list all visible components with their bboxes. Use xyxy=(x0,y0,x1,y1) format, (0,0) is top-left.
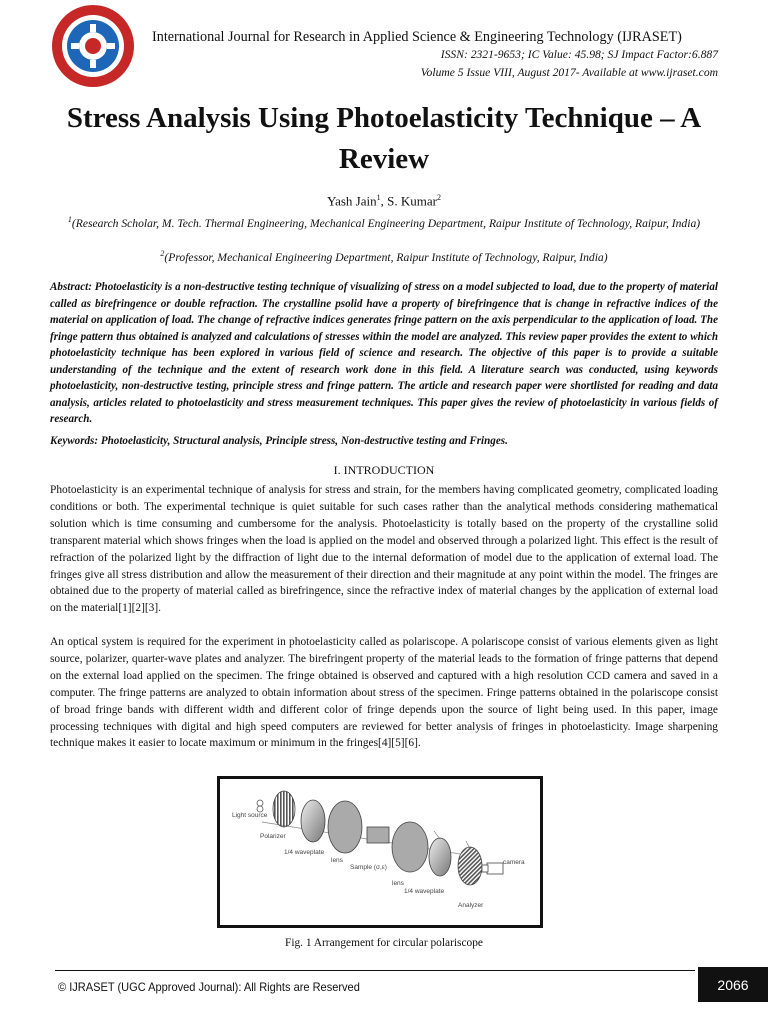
angle-mark-1 xyxy=(434,831,440,839)
affiliation-2 xyxy=(50,246,718,266)
aff-1-text: (Research Scholar, M. Tech. Thermal Engineering, Mechanical Engineering Department, Raipur Institute of Technology, Raipur, India) xyxy=(71,216,701,230)
title-line-1: Stress Analysis Using Photoelasticity Technique – A xyxy=(66,102,702,134)
waveplate-1-element xyxy=(301,800,325,842)
affiliation-1 xyxy=(50,212,718,232)
intro-paragraph-2: An optical system is required for the experiment in photoelasticity called as polariscope. A polariscope consist of various elements given as light source, polarizer, quarter-wave plates and analyzer. The birefringent property of the material leads to the formation of fringe patterns that depend on the external load applied on the specimen. The fringe obtained is observed and captured with a high resolution CCD camera and saved in a computer. The fringe patterns are analyzed to obtain information about stress of the specimen. Fringe patterns obtained in the polariscope consist of broad fringe bands with different width and different color of fringe depends upon the source of light being used. In this paper, image processing techniques with digital and high speed computers are reviewed for better analysis of fringes in photoelasticity. Image sharpening technique makes it easier to locate maximum or minimum in the fringes[4][5][6]. xyxy=(50,636,718,750)
figure-caption: Fig. 1 Arrangement for circular polariscope xyxy=(284,937,483,949)
label-lens-2: lens xyxy=(392,880,404,887)
label-analyzer: Analyzer xyxy=(458,902,484,909)
footer-divider xyxy=(55,970,695,971)
journal-name: International Journal for Research in Applied Science & Engineering Technology (IJRASET) xyxy=(152,29,682,45)
page-number: 2066 xyxy=(698,967,768,1002)
label-waveplate-1: 1/4 waveplate xyxy=(284,849,325,856)
intro-paragraph-1: Photoelasticity is an experimental technique of analysis for stress and strain, for the members having complicated geometry, complicated loading conditions or both. The experimental technique is quiet suitable for such cases rather than the analytical methods considering mathematical solution which is time consuming and cumbersome for the analysis. Photoelasticity is totally based on the property of the crystalline solid transparent material which shows fringes when the load is applied on the model and observed through a polarized light. This effect is the result of refraction of the polarized light by the diffraction of light due to the internal deformation of model due to the application of external load. The fringes give all stress distribution and allow the measurement of their direction and their magnitude at any point within the model. The fringes are obtained due to the property of material called as birefringence, since the refractive index of material changes by the application of external load on the material[1][2][3]. xyxy=(50,484,718,615)
lens-1-element xyxy=(328,801,362,853)
label-polarizer: Polarizer xyxy=(260,833,286,840)
volume-line: Volume 5 Issue VIII, August 2017- Available at www.ijraset.com xyxy=(420,66,718,79)
label-waveplate-2: 1/4 waveplate xyxy=(404,888,445,895)
camera-icon xyxy=(482,863,503,874)
author-1: Yash Jain xyxy=(327,193,377,209)
author-1-sup: 1 xyxy=(376,193,381,202)
label-lens-1: lens xyxy=(331,857,343,864)
label-sample: Sample (σ,ε) xyxy=(350,864,387,871)
sample-element xyxy=(367,827,389,843)
polariscope-diagram xyxy=(220,779,540,925)
abstract: Abstract: Photoelasticity is a non-destructive testing technique of visualizing of stress on a model subjected to load, due to the property of material called as birefringence or double refraction. The crystalline psolid have a property of birefringence that is change in refractive indices of the material on application of load. The change of refractive indices generates fringe pattern on the axis perpendicular to the application of load. The fringe pattern thus obtained is analyzed and calculations of stresses within the model are analyzed. This review paper provides the extent to which photoelasticity technique has been explored in various field of science and research. The objective of this paper is to provide a suitable understanding of the technique and the extent of research work done in this field. A literature search was conducted, using keywords photoelasticity, non-destructive testing, principle stress and fringe pattern. The article and research paper were shortlisted for reading and data analysis, articles related to photoelasticity and stress measurement techniques. This paper gives the review of photoelasticity in various fields of research. xyxy=(50,281,718,425)
title-line-2: Review xyxy=(338,143,430,175)
aff-1-sup: 1 xyxy=(67,215,72,224)
ijraset-logo xyxy=(44,3,142,89)
label-light-source: Light source xyxy=(232,812,268,819)
lens-2-element xyxy=(392,822,428,872)
section-title-introduction: I. INTRODUCTION xyxy=(333,463,435,477)
aff-2-sup: 2 xyxy=(160,249,165,258)
authors xyxy=(40,193,728,209)
copyright-notice: © IJRASET (UGC Approved Journal): All Rights are Reserved xyxy=(58,980,360,994)
analyzer-element xyxy=(458,847,482,885)
keywords: Keywords: Photoelasticity, Structural analysis, Principle stress, Non-destructive testing and Fringes. xyxy=(50,435,508,447)
paper-title xyxy=(40,98,728,180)
author-2-sup: 2 xyxy=(436,193,441,202)
issn-line: ISSN: 2321-9653; IC Value: 45.98; SJ Impact Factor:6.887 xyxy=(440,48,718,61)
label-camera: camera xyxy=(503,859,525,866)
waveplate-2-element xyxy=(429,838,451,876)
polarizer-element xyxy=(273,791,295,827)
author-2: , S. Kumar xyxy=(380,193,437,209)
aff-2-text: (Professor, Mechanical Engineering Department, Raipur Institute of Technology, Raipur, India) xyxy=(164,250,608,264)
bulb-icon xyxy=(257,800,263,812)
polariscope-figure xyxy=(217,776,543,928)
